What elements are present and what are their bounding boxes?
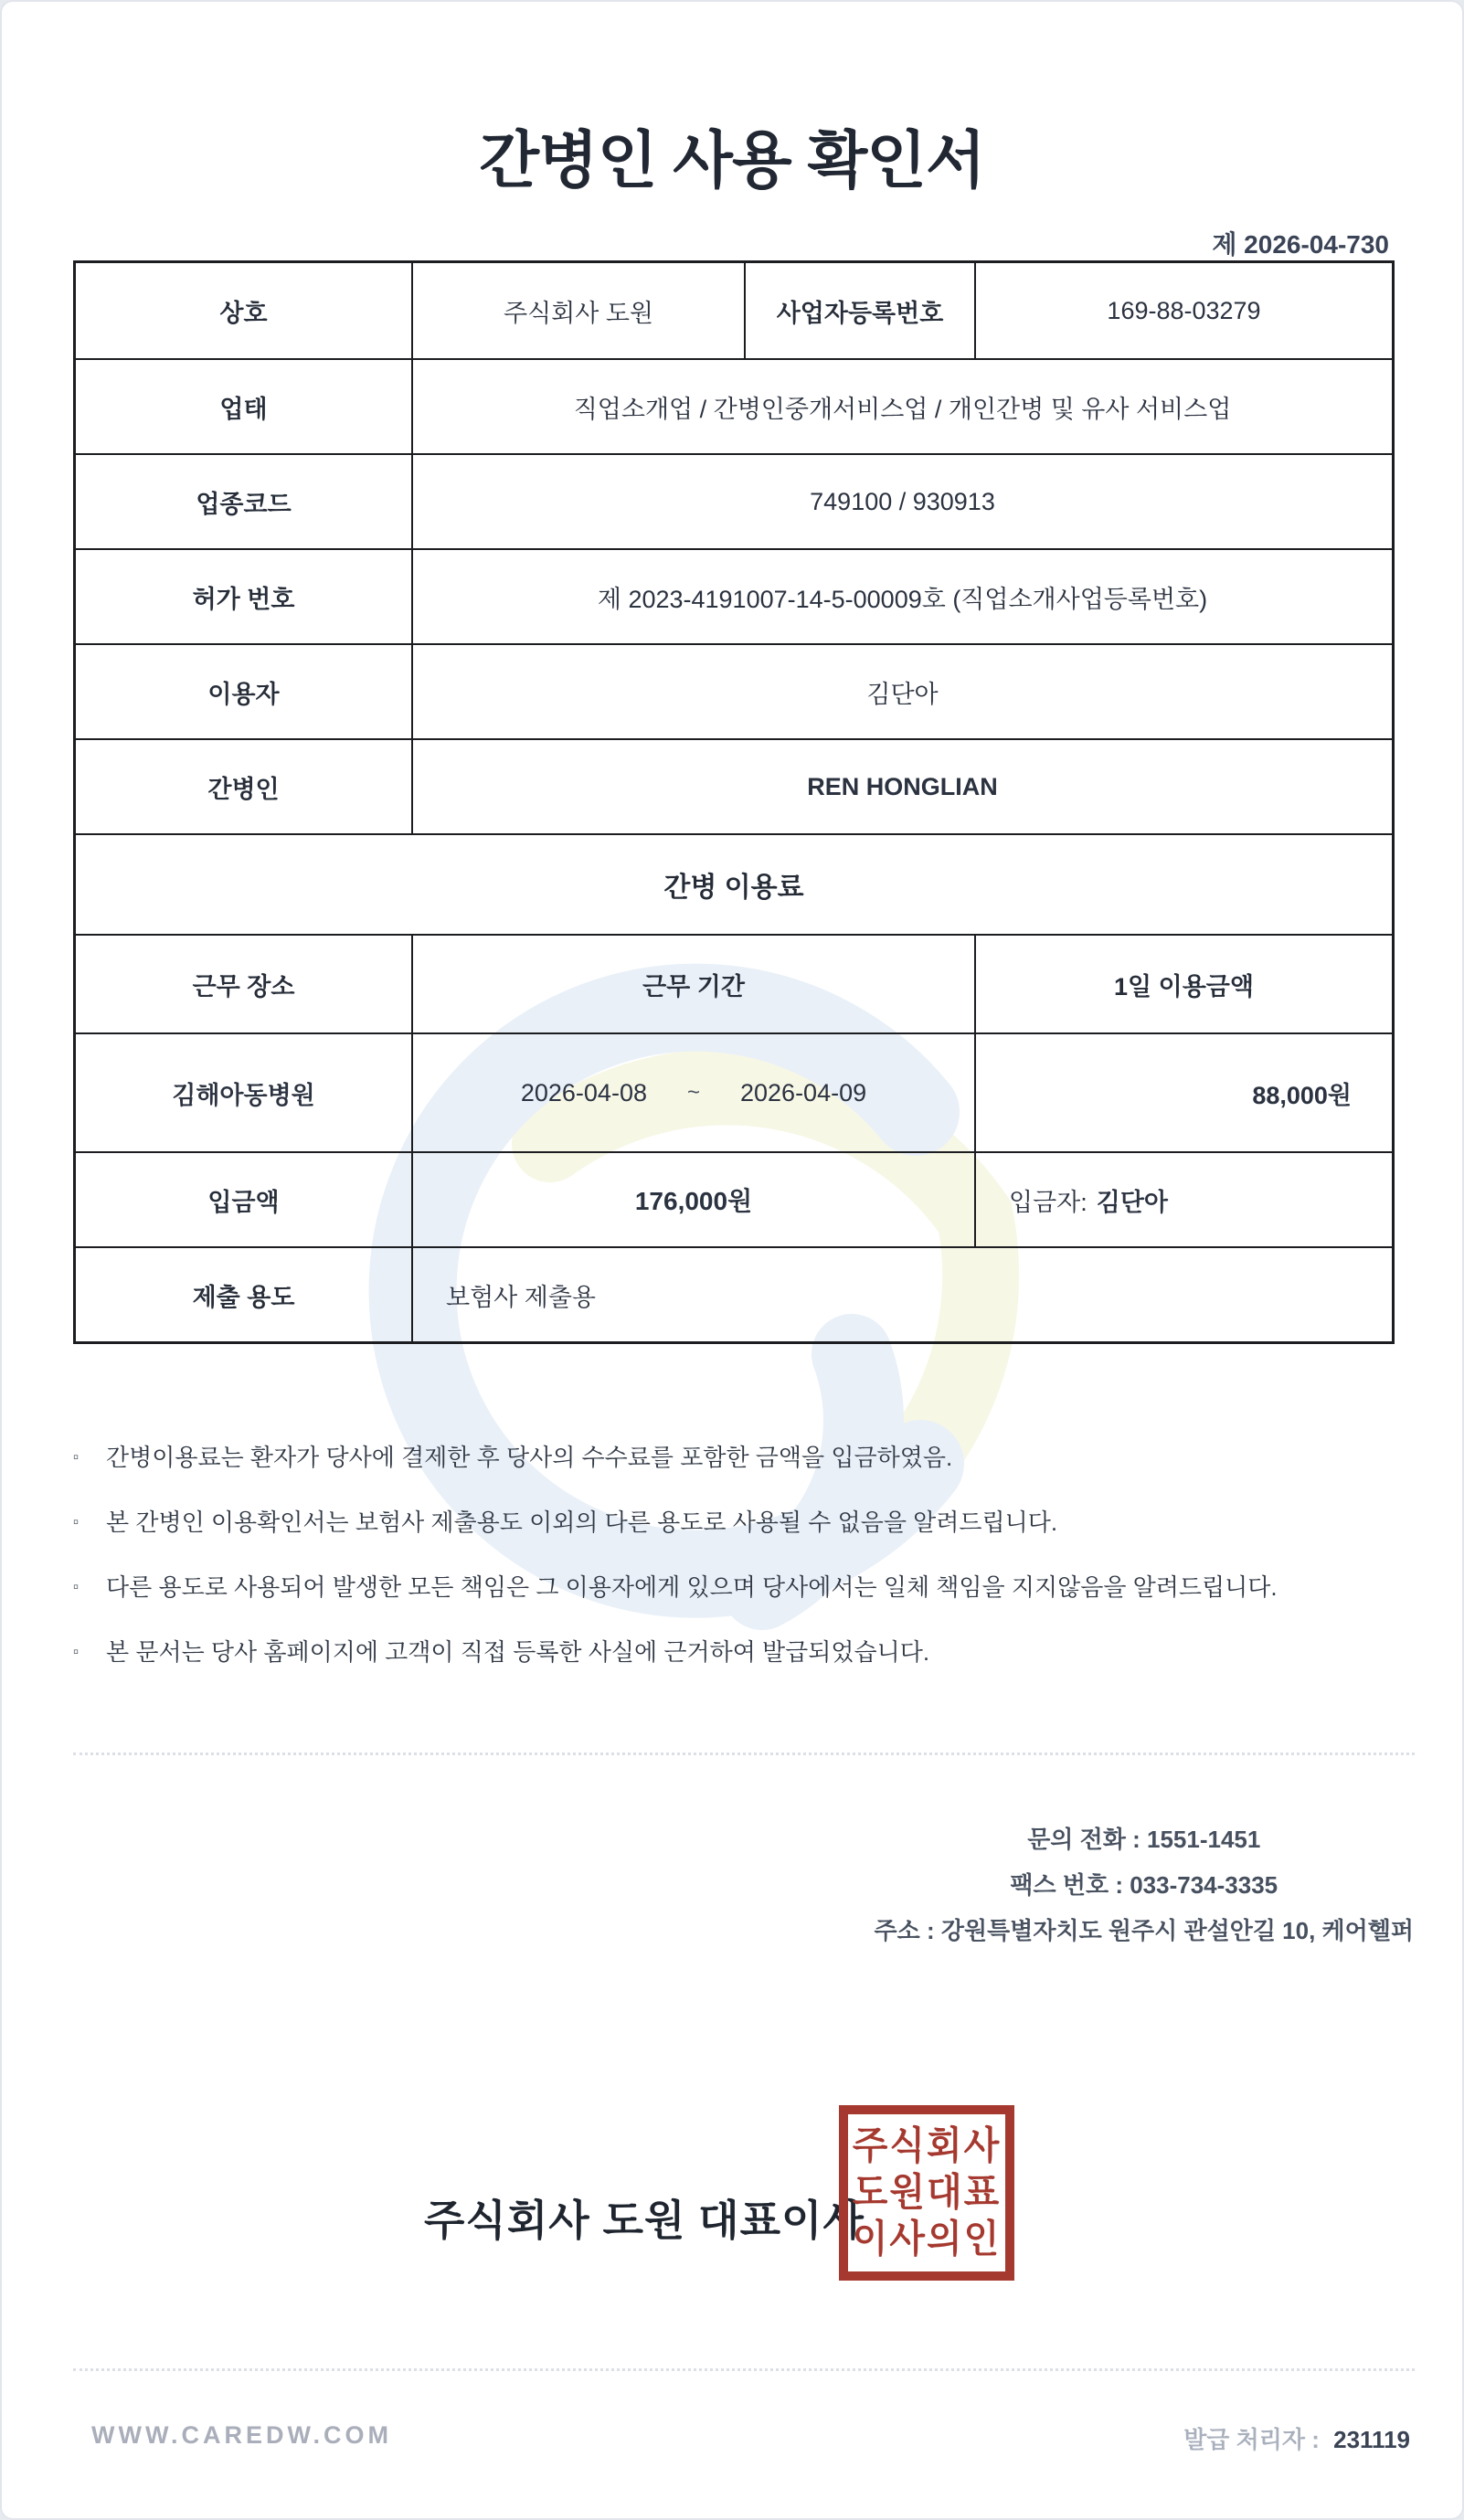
deposit-label: 입금액	[207, 1188, 280, 1216]
table-row-fee-header	[76, 934, 1392, 1032]
document-content	[2, 2, 1462, 2518]
industry-code-label: 업종코드	[196, 490, 292, 518]
document-number: 제 2026-04-730	[1212, 230, 1389, 259]
note-text: 다른 용도로 사용되어 발생한 모든 책임은 그 이용자에게 있으며 당사에서는 일체 책임을 지지않음을 알려드립니다.	[106, 1573, 1278, 1601]
corporate-seal-stamp	[839, 2105, 1014, 2281]
company-label: 상호	[219, 299, 268, 327]
stamp-line: 도원대표	[852, 2171, 1002, 2214]
stamp-line: 주식회사	[852, 2124, 1002, 2167]
stamp-line: 이사의인	[852, 2218, 1002, 2261]
contact-fax: 팩스 번호 : 033-734-3335	[1010, 1871, 1278, 1899]
square-bullet-icon: ▫	[73, 1448, 80, 1466]
table-row-company	[76, 263, 1392, 358]
issuer-value: 231119	[1333, 2426, 1410, 2453]
square-bullet-icon: ▫	[73, 1513, 80, 1530]
business-type-value: 직업소개업 / 간병인중개서비스업 / 개인간병 및 유사 서비스업	[411, 360, 1392, 453]
square-bullet-icon: ▫	[73, 1578, 80, 1595]
company-value: 주식회사 도원	[411, 263, 744, 358]
industry-code-value: 749100 / 930913	[411, 455, 1392, 548]
depositor-label: 입금자:	[1009, 1188, 1087, 1216]
note-item	[73, 1640, 1407, 1664]
license-no-label: 허가 번호	[192, 585, 295, 613]
caregiver-value: REN HONGLIAN	[411, 740, 1392, 833]
note-item	[73, 1575, 1407, 1599]
table-row-fee-data	[76, 1032, 1392, 1151]
page-title: 간병인 사용 확인서	[479, 126, 985, 196]
confirmation-table	[73, 260, 1395, 1344]
dotted-divider-bottom	[73, 2368, 1415, 2371]
depositor-cell	[974, 1153, 1392, 1246]
table-row-deposit	[76, 1151, 1392, 1246]
table-row-license-no	[76, 548, 1392, 643]
period-start: 2026-04-08	[520, 1078, 647, 1106]
issuer-label: 발급 처리자 :	[1183, 2426, 1320, 2453]
business-reg-no-value: 169-88-03279	[974, 263, 1392, 358]
caregiver-label: 간병인	[207, 775, 280, 803]
table-row-caregiver	[76, 738, 1392, 833]
business-type-label: 업태	[219, 395, 268, 423]
contact-info	[875, 1816, 1414, 1954]
table-row-fee-section	[76, 833, 1392, 934]
table-row-industry-code	[76, 453, 1392, 548]
note-text: 간병이용료는 환자가 당사에 결제한 후 당사의 수수료를 포함한 금액을 입금하였음.	[106, 1444, 953, 1471]
note-text: 본 간병인 이용확인서는 보험사 제출용도 이외의 다른 용도로 사용될 수 없음을 알려드립니다.	[106, 1509, 1058, 1536]
dotted-divider-top	[73, 1752, 1415, 1755]
user-label: 이용자	[207, 680, 280, 708]
business-reg-no-label: 사업자등록번호	[744, 263, 974, 358]
daily-amount-header: 1일 이용금액	[974, 936, 1392, 1032]
ceo-signature-line: 주식회사 도원 대표이사	[424, 2197, 865, 2244]
work-period-value	[411, 1034, 974, 1151]
notes-list	[73, 1445, 1407, 1705]
license-no-value: 제 2023-4191007-14-5-00009호 (직업소개사업등록번호)	[411, 550, 1392, 643]
table-row-business-type	[76, 358, 1392, 453]
user-value: 김단아	[411, 645, 1392, 738]
period-tilde: ~	[686, 1080, 700, 1105]
work-period-header: 근무 기간	[411, 936, 974, 1032]
table-row-purpose	[76, 1246, 1392, 1341]
website-url: WWW.CAREDW.COM	[91, 2421, 392, 2449]
square-bullet-icon: ▫	[73, 1643, 80, 1660]
purpose-label: 제출 용도	[192, 1283, 295, 1311]
table-row-user	[76, 643, 1392, 738]
note-text: 본 문서는 당사 홈페이지에 고객이 직접 등록한 사실에 근거하여 발급되었습니다.	[106, 1638, 930, 1666]
period-end: 2026-04-09	[740, 1078, 867, 1106]
contact-address: 주소 : 강원특별자치도 원주시 관설안길 10, 케어헬퍼	[874, 1917, 1414, 1944]
issuer-info	[1183, 2421, 1410, 2455]
contact-phone: 문의 전화 : 1551-1451	[1027, 1826, 1261, 1853]
work-place-header: 근무 장소	[192, 972, 295, 1001]
daily-amount-value: 88,000원	[974, 1034, 1392, 1151]
depositor-name: 김단아	[1096, 1188, 1168, 1216]
purpose-value: 보험사 제출용	[411, 1248, 1392, 1341]
deposit-amount: 176,000원	[411, 1153, 974, 1246]
note-item	[73, 1510, 1407, 1534]
note-item	[73, 1445, 1407, 1469]
work-place-value: 김해아동병원	[172, 1081, 315, 1109]
fee-section-title: 간병 이용료	[663, 873, 804, 903]
